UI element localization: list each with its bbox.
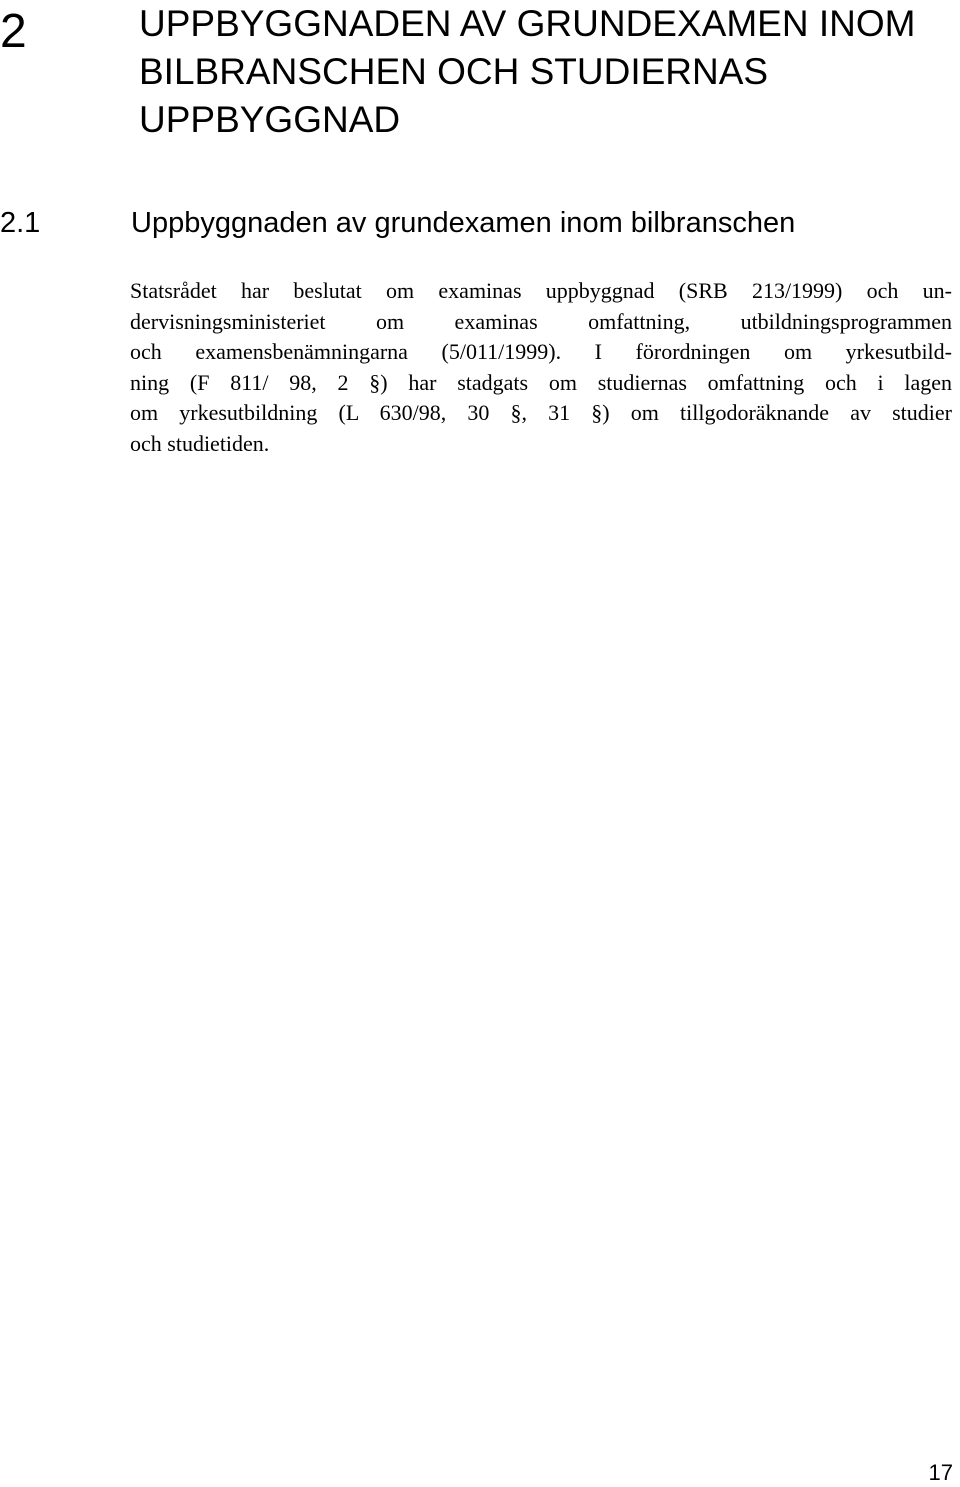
paragraph-line: och studietiden. [130,430,270,456]
paragraph-line: dervisningsministeriet om examinas omfattning, utbildningsprogrammen [130,308,952,334]
section-number: 2.1 [0,207,41,239]
paragraph-line: om yrkesutbildning (L 630/98, 30 §, 31 §) om tillgodoräknande av studier [130,400,952,425]
paragraph-line: och examensbenämningarna (5/011/1999). I förordningen om yrkesutbild- [130,339,952,364]
chapter-number: 2 [0,5,27,58]
page-number: 17 [928,1460,953,1485]
chapter-title-line: UPPBYGGNADEN AV GRUNDEXAMEN INOM [139,3,916,44]
paragraph-line: ning (F 811/ 98, 2 §) har stadgats om studiernas omfattning och i lagen [130,369,952,395]
body-paragraph [130,276,952,459]
section-title: Uppbyggnaden av grundexamen inom bilbranschen [131,207,796,239]
chapter-title-line: UPPBYGGNAD [139,99,401,140]
paragraph-line: Statsrådet har beslutat om examinas uppbyggnad (SRB 213/1999) och un- [130,278,952,303]
chapter-title [139,0,929,144]
chapter-title-line: BILBRANSCHEN OCH STUDIERNAS [139,51,769,92]
